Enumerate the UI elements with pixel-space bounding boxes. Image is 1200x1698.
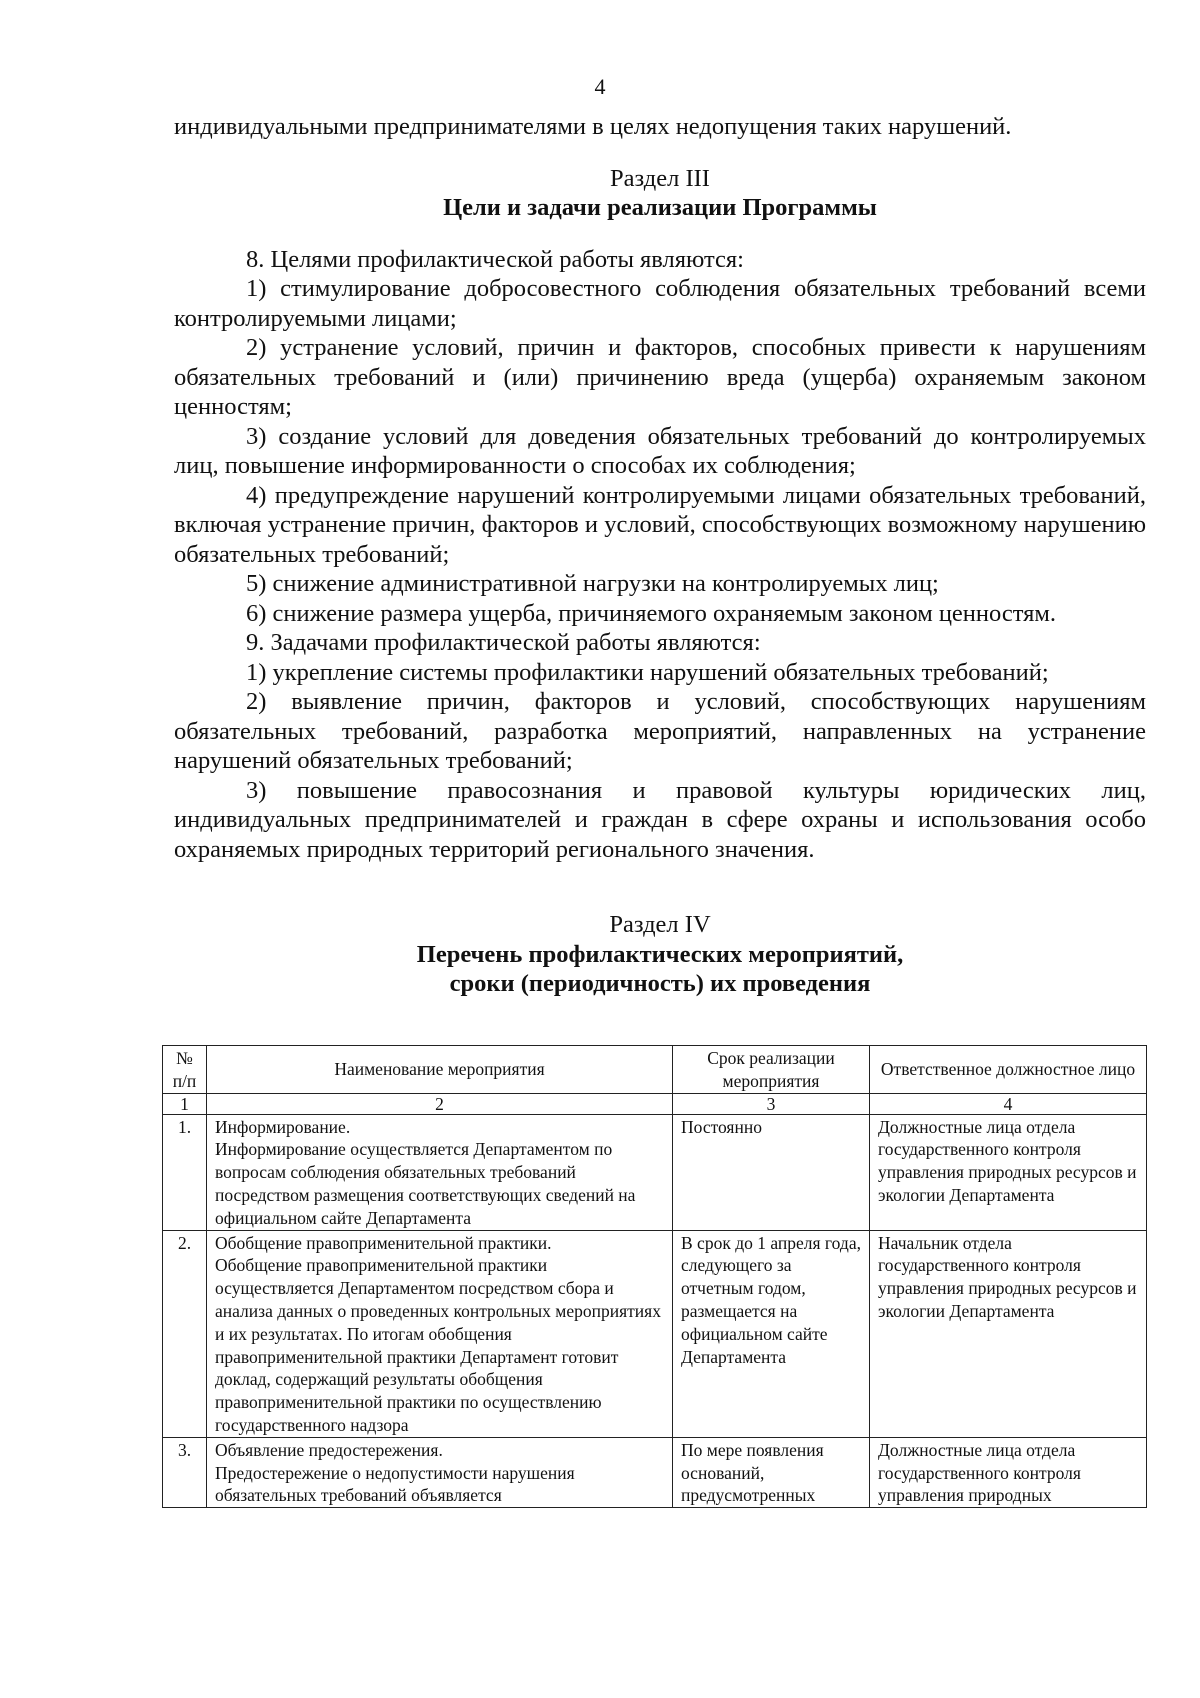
row-num: 3. [163,1437,207,1507]
section4-title-line1: Перечень профилактических мероприятий, [416,940,904,968]
paragraph: 1) стимулирование добросовестного соблюдения обязательных требований всеми контролируемыми лицами; [174,275,1146,332]
header-responsible: Ответственное должностное лицо [870,1046,1147,1094]
header-term: Срок реализации мероприятия [673,1046,870,1094]
table-header-row [163,1046,1147,1094]
table-row [163,1437,1147,1507]
row-title: Объявление предостережения. [215,1439,443,1460]
row-term: Постоянно [673,1114,870,1230]
section3-title: Цели и задачи реализации Программы [443,194,877,221]
row-num: 1. [163,1114,207,1230]
row-activity [207,1230,673,1437]
paragraph: 1) укрепление системы профилактики нарушений обязательных требований; [246,658,1049,686]
row-title: Обобщение правоприменительной практики. [215,1232,552,1253]
row-num: 2. [163,1230,207,1437]
section4-label: Раздел IV [609,911,711,938]
row-activity [207,1437,673,1507]
row-desc: Предостережение о недопустимости нарушения обязательных требований объявляется [215,1462,575,1506]
paragraph: 2) выявление причин, факторов и условий, способствующих нарушениям обязательных требований, разработка мероприятий, направленных на устранение нарушений обязательных требований; [174,688,1146,774]
row-title: Информирование. [215,1116,351,1137]
paragraph: 9. Задачами профилактической работы являются: [246,629,761,656]
paragraph: 3) создание условий для доведения обязательных требований до контролируемых лиц, повышение информированности о способах их соблюдения; [174,422,1146,479]
paragraph: 8. Целями профилактической работы являются: [246,245,744,273]
header-num: № п/п [163,1046,207,1094]
row-desc: Обобщение правоприменительной практики осуществляется Департаментом посредством сбора и анализа данных о проведенных контрольных мероприятиях и их результатах. По итогам обобщения правоприменительной практики Департамент готовит доклад, содержащий результаты обобщения правоприменительной практики по осуществлению государственного надзора [215,1255,661,1435]
activities-table [162,1045,1147,1508]
table-row [163,1114,1147,1230]
paragraph: 6) снижение размера ущерба, причиняемого охраняемым законом ценностям. [246,599,1057,627]
section3-label: Раздел III [610,164,710,192]
body-text [174,112,1146,999]
index-cell: 2 [207,1093,673,1114]
index-cell: 4 [870,1093,1147,1114]
paragraph: 4) предупреждение нарушений контролируемыми лицами обязательных требований, включая устранение причин, факторов и условий, способствующих возможному нарушению обязательных требований; [174,481,1146,568]
row-activity [207,1114,673,1230]
row-responsible: Должностные лица отдела государственного контроля управления природных [870,1437,1147,1507]
index-cell: 1 [163,1093,207,1114]
index-cell: 3 [673,1093,870,1114]
table-index-row [163,1093,1147,1114]
row-responsible: Начальник отдела государственного контроля управления природных ресурсов и экологии Департамента [870,1230,1147,1437]
row-term: В срок до 1 апреля года, следующего за отчетным годом, размещается на официальном сайте Департамента [673,1230,870,1437]
page-number: 4 [594,74,606,99]
row-term: По мере появления оснований, предусмотренных [673,1437,870,1507]
row-desc: Информирование осуществляется Департаментом по вопросам соблюдения обязательных требований посредством размещения соответствующих сведений на официальном сайте Департамента [215,1139,636,1228]
section4-title-line2: сроки (периодичность) их проведения [449,970,871,997]
paragraph: 5) снижение административной нагрузки на контролируемых лиц; [246,570,939,597]
row-responsible: Должностные лица отдела государственного контроля управления природных ресурсов и экологии Департамента [870,1114,1147,1230]
header-name: Наименование мероприятия [207,1046,673,1094]
paragraph: 3) повышение правосознания и правовой культуры юридических лиц, индивидуальных предпринимателей и граждан в сфере охраны и использования особо охраняемых природных территорий регионального значения. [174,776,1146,863]
intro-line: индивидуальными предпринимателями в целях недопущения таких нарушений. [174,113,1012,140]
paragraph: 2) устранение условий, причин и факторов, способных привести к нарушениям обязательных требований и (или) причинению вреда (ущерба) охраняемым законом ценностям; [174,334,1146,420]
table-row [163,1230,1147,1437]
